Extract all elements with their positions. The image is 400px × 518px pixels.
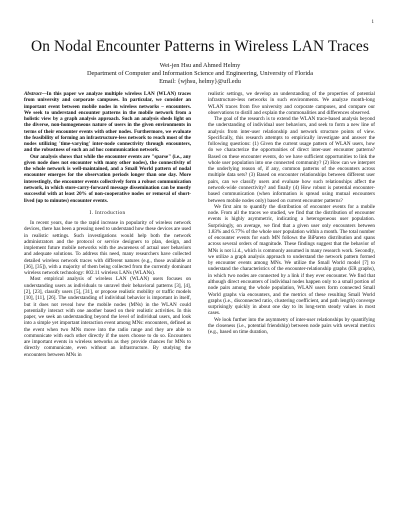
intro-paragraph-3: realistic settings, we develop an understanding of the properties of potential infrastructure-less networks in such environments. We analyze month-long WLAN traces from five university and corporate campuses, and compare our observations to distill and explain the commonalities and differences observed. (208, 91, 375, 116)
intro-paragraph-5: We first aim to quantify the distribution of encounter events for a mobile node. From all the traces we studied, we find that the distribution of encounter events is highly asymmetric, indicating a heterogeneous user population. Surprisingly, on average, we find that a given user only encounters between 1.83% and 6.77% of the whole user population within a month. The total number of encounter events for each MN follows the BiPareto distribution and spans across several orders of magnitude. These findings suggest that the behavior of MNs is not i.i.d., which is commonly assumed in many research work. Secondly, we utilize a graph analysis approach to understand the network pattern formed by encounter events among MNs. We utilize the Small World model [7] to understand the characteristics of the encounter-relationship graphs (ER graphs), in which two nodes are connected by a link if they ever encounter. We find that although direct encounters of individual nodes happen only to a small portion of node pairs among the whole population, WLAN users form connected Small World graphs via encounters, and the metrics of these resulting Small World graphs (i.e., disconnected ratio, clustering coefficient, and path length) converge surprisingly quickly in about one day to its long-term steady values in most cases. (208, 203, 375, 317)
abstract-paragraph-2: Our analysis shows that while the encounter events are "sparse" (i.e., any given node does not encounter with many other nodes), the connectivity of the whole network is well-maintained, and a Small World pattern of nodal encounter emerges for the observation periods longer than one day. More interestingly, the encounter events collectively form a robust communication network, in which store-carry-forward message dissemination can be mostly successful with at least 20% of non-cooperative nodes or removal of short-lived (up to minutes) encounter events. (24, 153, 191, 204)
intro-paragraph-1: In recent years, due to the rapid increase in popularity of wireless network devices, there has been a pressing need to understand how these devices are used in realistic settings. Such investigations would help both the network administrators and the protocol or service designers to plan, design, and implement future mobile networks with the awareness of actual user behaviors and adequate solutions. To address this need, many researchers have collected detailed wireless network traces with different natures (e.g., those available at [36], [35]), with a majority of them being collected from the currently dominant wireless network technology: 802.11 wireless LANs (WLANs). (24, 220, 191, 277)
page-number: 1 (371, 20, 374, 25)
authors: Wei-jen Hsu and Ahmed Helmy (159, 62, 241, 69)
author-block (0, 62, 400, 86)
intro-paragraph-2: Most empirical analysis of wireless LAN (WLAN) users focuses on understanding users as individuals to unravel their behavioral patterns [3], [4], [2], [23], classify users [5], [31], or propose realistic mobility or traffic models [10], [11], [26]. The understanding of individual behavior is important in itself, but it does not reveal how the mobile nodes (MNs) in the WLAN could potentially interact with one another based on their realistic activities. In this paper, we seek an understanding beyond the level of individual users, and look into a simple yet important interaction event among MNs: encounters, defined as the event when two MNs move into the radio range and they are able to communicate with each other directly if the users choose to do so. Encounters are important events in wireless networks as they provide chances for MNs to directly communicate, even without an infrastructure. By studying the encounters between MNs in (24, 276, 191, 358)
paper-title: On Nodal Encounter Patterns in Wireless LAN Traces (31, 38, 369, 55)
intro-paragraph-4: The goal of the research is to extend the WLAN trace-based analysis beyond the understanding of individual user behaviors, and seek to form a new line of analysis from inter-user relationship and network structure points of view. Specifically, this research attempts to empirically investigate and answer the following questions: (1) Given the current usage pattern of WLAN users, how do we characterize the opportunities of direct inter-user encounter patterns? Based on these encounter events, do we have sufficient opportunities to link the whole user population into one connected community? (2) How can we interpret the underlying reason of, if any, common patterns of the encounters across multiple data sets? (3) Based on encounter relationships between different user pairs, can we classify users and evaluate how such relationships affect the network-wide connectivity? and finally (4) How robust is potential encounter-based communication (when information is spread using mutual encounters between mobile nodes only) based on current encounter patterns? (208, 116, 375, 204)
abstract-paragraph (24, 91, 191, 154)
section-heading: I. Introduction (89, 209, 126, 216)
right-column (208, 91, 375, 335)
email: Email: {wjhsu, helmy}@ufl.edu (159, 78, 241, 85)
abstract-label: Abstract (24, 91, 42, 97)
abstract-text: —In this paper we analyze multiple wireless LAN (WLAN) traces from university and corporate campuses. In particular, we consider an important event between mobile nodes in wireless networks – encounters. We seek to understand encounter patterns in the mobile network from a holistic view by a graph analysis approach. Such an analysis sheds light on the diverse, non-homogeneous nature of users in the given environments in terms of their encounter events with other nodes. Furthermore, we evaluate the feasibility of forming an infrastructure-less network to reach most of the nodes utilizing 'time-varying' inter-node connectivity through encounters, and the robustness of such an ad hoc communication network. (24, 91, 191, 154)
left-column (24, 91, 191, 358)
intro-paragraph-6: We look further into the asymmetry of inter-user relationships by quantifying the closeness (i.e., potential friendship) between node pairs with several metrics (e.g., based on time duration, (208, 316, 375, 336)
affiliation: Department of Computer and Information Science and Engineering, University of Florida (86, 70, 314, 77)
